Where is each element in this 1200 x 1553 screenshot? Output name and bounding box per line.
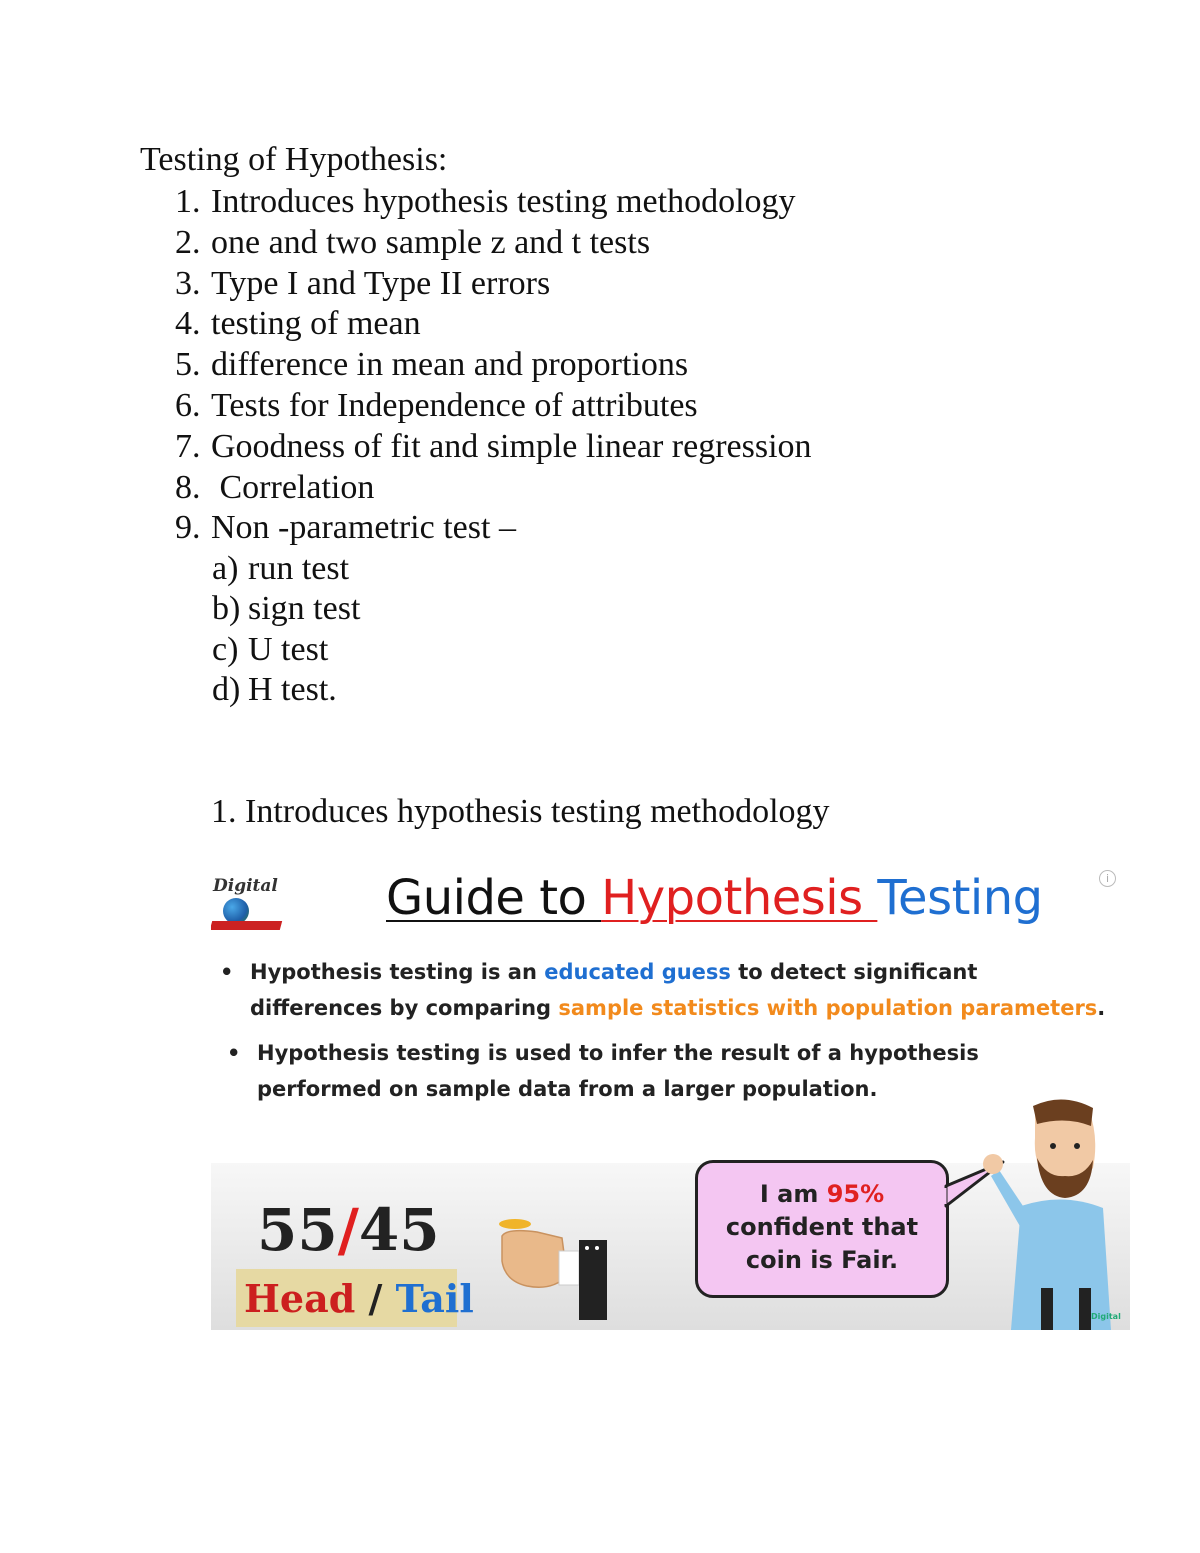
outline-item: 2. one and two sample z and t tests bbox=[175, 223, 651, 261]
topic-outline bbox=[175, 182, 812, 710]
digital-logo bbox=[211, 866, 291, 932]
outline-item: 1. Introduces hypothesis testing methodology bbox=[175, 183, 796, 220]
outline-item: 9. Non -parametric test – a) run test b) sign test c) U test d) H test. bbox=[175, 508, 812, 710]
nonparametric-sublist bbox=[175, 549, 812, 710]
coin-hand-icon bbox=[497, 1216, 647, 1320]
sub-item: a) run test bbox=[212, 550, 350, 588]
logo-banner bbox=[211, 921, 282, 930]
outline-item: 3. Type I and Type II errors bbox=[175, 264, 551, 302]
outline-item: 5. difference in mean and proportions bbox=[175, 346, 689, 384]
presenter-avatar bbox=[971, 1098, 1111, 1330]
head-tail-label: Head / Tail bbox=[244, 1276, 474, 1321]
outline-item: 8. Correlation bbox=[175, 468, 375, 506]
bullet-icon: • bbox=[227, 1041, 241, 1065]
corner-logo: Digital bbox=[1091, 1312, 1121, 1321]
slide-title: Guide to Hypothesis Testing bbox=[386, 870, 1043, 926]
info-icon[interactable]: i bbox=[1099, 870, 1116, 887]
outline-item: 7. Goodness of fit and simple linear regression bbox=[175, 427, 812, 465]
sub-item: b) sign test bbox=[212, 590, 361, 628]
coin-score: 55/45 bbox=[257, 1196, 440, 1264]
slide-bullet-2: • Hypothesis testing is used to infer the result of a hypothesis performed on sample data from a larger population. bbox=[257, 1035, 1107, 1107]
outline-item: 6. Tests for Independence of attributes bbox=[175, 386, 698, 424]
logo-text: Digital bbox=[213, 876, 278, 896]
bullet-icon: • bbox=[220, 960, 234, 984]
sub-item: d) H test. bbox=[212, 671, 337, 709]
hypothesis-slide-image bbox=[211, 858, 1130, 1330]
outline-item: 4. testing of mean bbox=[175, 305, 421, 343]
slide-bullet-1: • Hypothesis testing is an educated guess to detect significant differences by comparing sample statistics with population parameters. bbox=[250, 954, 1110, 1026]
document-title: Testing of Hypothesis: bbox=[140, 141, 448, 178]
section-heading: 1. Introduces hypothesis testing methodology bbox=[211, 793, 830, 830]
bubble-text: I am 95% confident that coin is Fair. bbox=[725, 1180, 919, 1274]
sub-item: c) U test bbox=[212, 630, 329, 668]
